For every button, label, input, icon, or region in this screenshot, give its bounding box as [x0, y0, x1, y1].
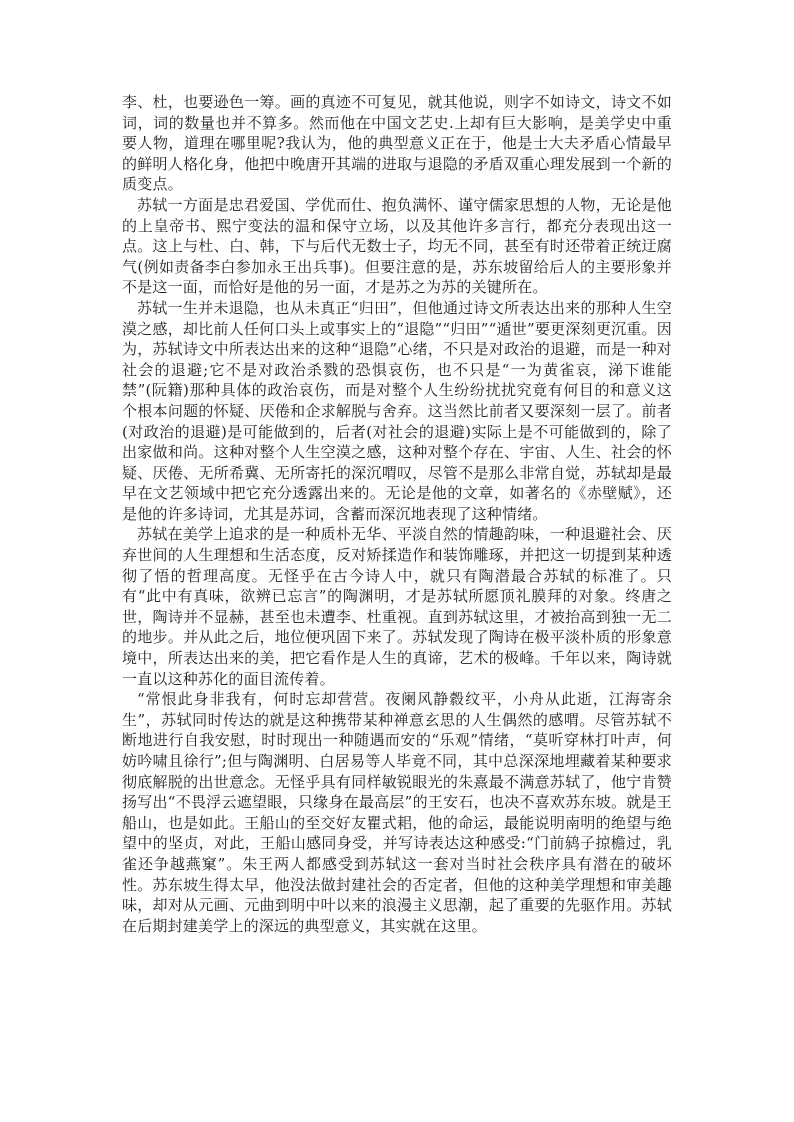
- paragraph-5: “常恨此身非我有，何时忘却营营。夜阑风静縠纹平，小舟从此逝，江海寄余生”，苏轼同时传达的就是这种携带某种禅意玄思的人生偶然的感喟。尽管苏轼不断地进行自我安慰，时时现出一种随遇而安的“乐观”情绪，“莫听穿林打叶声，何妨吟啸且徐行”;但与陶渊明、白居易等人毕竟不同，其中总深深地埋藏着某种要求彻底解脱的出世意念。无怪乎具有同样敏锐眼光的朱熹最不满意苏轼了，他宁肯赞扬写出“不畏浮云遮望眼，只缘身在最高层”的王安石，也决不喜欢苏东坡。就是王船山，也是如此。王船山的至交好友瞿式耜，他的命运，最能说明南明的绝望与绝望中的坚贞，对此，王船山感同身受，并写诗表达这种感受:“门前鸫子掠檐过，乳雀还争越燕窠”。朱王两人都感受到苏轼这一套对当时社会秩序具有潜在的破坏性。苏东坡生得太早，他没法做封建社会的否定者，但他的这种美学理想和审美趣味，却对从元画、元曲到明中叶以来的浪漫主义思潮，起了重要的先驱作用。苏轼在后期封建美学上的深远的典型意义，其实就在这里。: [122, 690, 672, 935]
- paragraph-3: 苏轼一生并未退隐，也从未真正“归田”，但他通过诗文所表达出来的那种人生空漠之感，却比前人任何口头上或事实上的“退隐”“归田”“遁世”要更深刻更沉重。因为，苏轼诗文中所表达出来的这种“退隐”心绪，不只是对政治的退避，而是一种对社会的退避;它不是对政治杀戮的恐惧哀伤，也不只是“一为黄雀哀，涕下谁能禁”(阮籍)那种具体的政治哀伤，而是对整个人生纷纷扰扰究竟有何目的和意义这个根本问题的怀疑、厌倦和企求解脱与舍弃。这当然比前者又要深刻一层了。前者(对政治的退避)是可能做到的，后者(对社会的退避)实际上是不可能做到的，除了出家做和尚。这种对整个人生空漠之感，这种对整个存在、宇宙、人生、社会的怀疑、厌倦、无所希冀、无所寄托的深沉喟叹，尽管不是那么非常自觉，苏轼却是最早在文艺领域中把它充分透露出来的。无论是他的文章，如著名的《赤壁赋》，还是他的许多诗词，尤其是苏词，含蓄而深沉地表现了这种情绪。: [122, 298, 672, 523]
- paragraph-2: 苏轼一方面是忠君爱国、学优而仕、抱负满怀、谨守儒家思想的人物，无论是他的上皇帝书、熙宁变法的温和保守立场，以及其他许多言行，都充分表现出这一点。这上与杜、白、韩，下与后代无数士子，均无不同，甚至有时还带着正统迂腐气(例如责备李白参加永王出兵事)。但要注意的是，苏东坡留给后人的主要形象并不是这一面，而恰好是他的另一面，才是苏之为苏的关键所在。: [122, 195, 672, 297]
- article-body: [122, 92, 672, 936]
- paragraph-4: 苏轼在美学上追求的是一种质朴无华、平淡自然的情趣韵味，一种退避社会、厌弃世间的人生理想和生活态度，反对矫揉造作和装饰雕琢，并把这一切提到某种透彻了悟的哲理高度。无怪乎在古今诗人中，就只有陶潜最合苏轼的标准了。只有“此中有真味，欲辨已忘言”的陶渊明，才是苏轼所愿顶礼膜拜的对象。终唐之世，陶诗并不显赫，甚至也未遭李、杜重视。直到苏轼这里，才被抬高到独一无二的地步。并从此之后，地位便巩固下来了。苏轼发现了陶诗在极平淡朴质的形象意境中，所表达出来的美，把它看作是人生的真谛，艺术的极峰。千年以来，陶诗就一直以这种苏化的面目流传着。: [122, 525, 672, 688]
- paragraph-1: 李、杜，也要逊色一筹。画的真迹不可复见，就其他说，则字不如诗文，诗文不如词，词的数量也并不算多。然而他在中国文艺史.上却有巨大影响，是美学史中重要人物，道理在哪里呢?我认为，他的典型意义正在于，他是士大夫矛盾心情最早的鲜明人格化身，他把中晚唐开其端的进取与退隐的矛盾双重心理发展到一个新的质变点。: [122, 93, 672, 194]
